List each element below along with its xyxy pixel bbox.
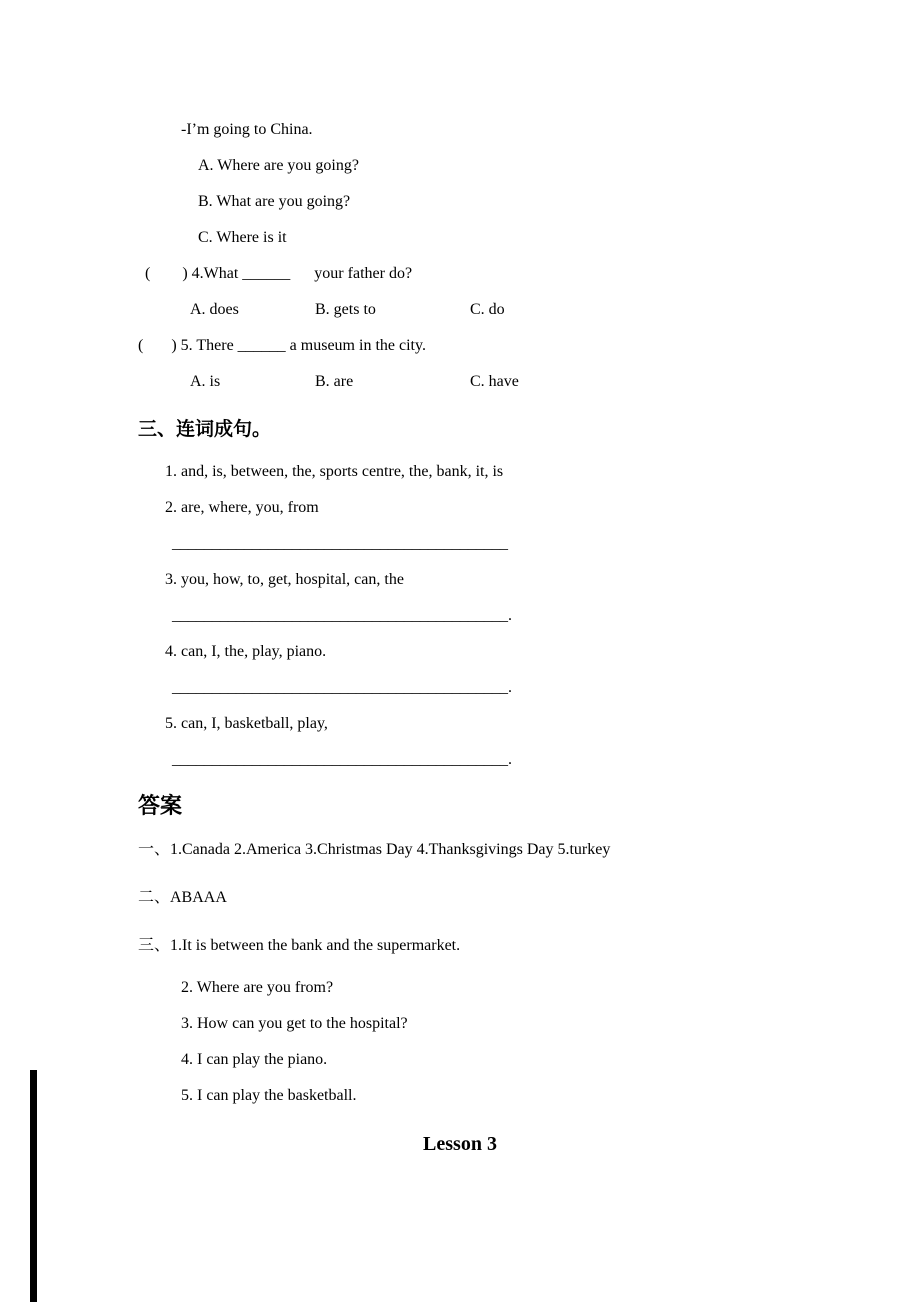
answer-blank-3: __________________________________________. [172, 607, 512, 624]
q3-option-b: B. What are you going? [198, 193, 351, 210]
q3-option-c: C. Where is it [198, 229, 287, 246]
section-3-heading: 三、连词成句。 [138, 419, 272, 440]
q5-options-row [0, 364, 920, 400]
q5-option-a: A. is [190, 373, 221, 390]
q3-option-a: A. Where are you going? [198, 157, 359, 174]
answer-blank-5: __________________________________________. [172, 751, 512, 768]
scan-artifact-bar [30, 1070, 37, 1302]
answer-blank-4: __________________________________________. [172, 679, 512, 696]
answer-key-sub-2: 2. Where are you from? [181, 979, 334, 996]
q4-options-row [0, 292, 920, 328]
scramble-item-2: 2. are, where, you, from [165, 499, 319, 516]
question-4: ( ) 4.What ______ your father do? [145, 265, 413, 282]
answer-blank-2: __________________________________________ [172, 535, 508, 552]
scramble-item-4: 4. can, I, the, play, piano. [165, 643, 327, 660]
answer-key-sub-5: 5. I can play the basketball. [181, 1087, 357, 1104]
q4-option-b: B. gets to [315, 301, 376, 318]
q5-option-b: B. are [315, 373, 354, 390]
lesson-3-title: Lesson 3 [423, 1133, 497, 1155]
scramble-item-1: 1. and, is, between, the, sports centre, the, bank, it, is [165, 463, 504, 480]
answer-key-part-1: 一、1.Canada 2.America 3.Christmas Day 4.Thanksgivings Day 5.turkey [138, 841, 611, 858]
q4-option-c: C. do [470, 301, 505, 318]
dialog-answer-line: -I’m going to China. [181, 121, 313, 138]
q4-option-a: A. does [190, 301, 239, 318]
answers-heading: 答案 [138, 793, 183, 818]
answer-key-sub-3: 3. How can you get to the hospital? [181, 1015, 408, 1032]
question-5: ( ) 5. There ______ a museum in the city. [138, 337, 426, 354]
q5-option-c: C. have [470, 373, 519, 390]
answer-key-part-3: 三、1.It is between the bank and the supermarket. [138, 937, 461, 954]
answer-key-sub-4: 4. I can play the piano. [181, 1051, 328, 1068]
answer-key-part-2: 二、ABAAA [138, 889, 227, 906]
scramble-item-3: 3. you, how, to, get, hospital, can, the [165, 571, 404, 588]
scramble-item-5: 5. can, I, basketball, play, [165, 715, 328, 732]
